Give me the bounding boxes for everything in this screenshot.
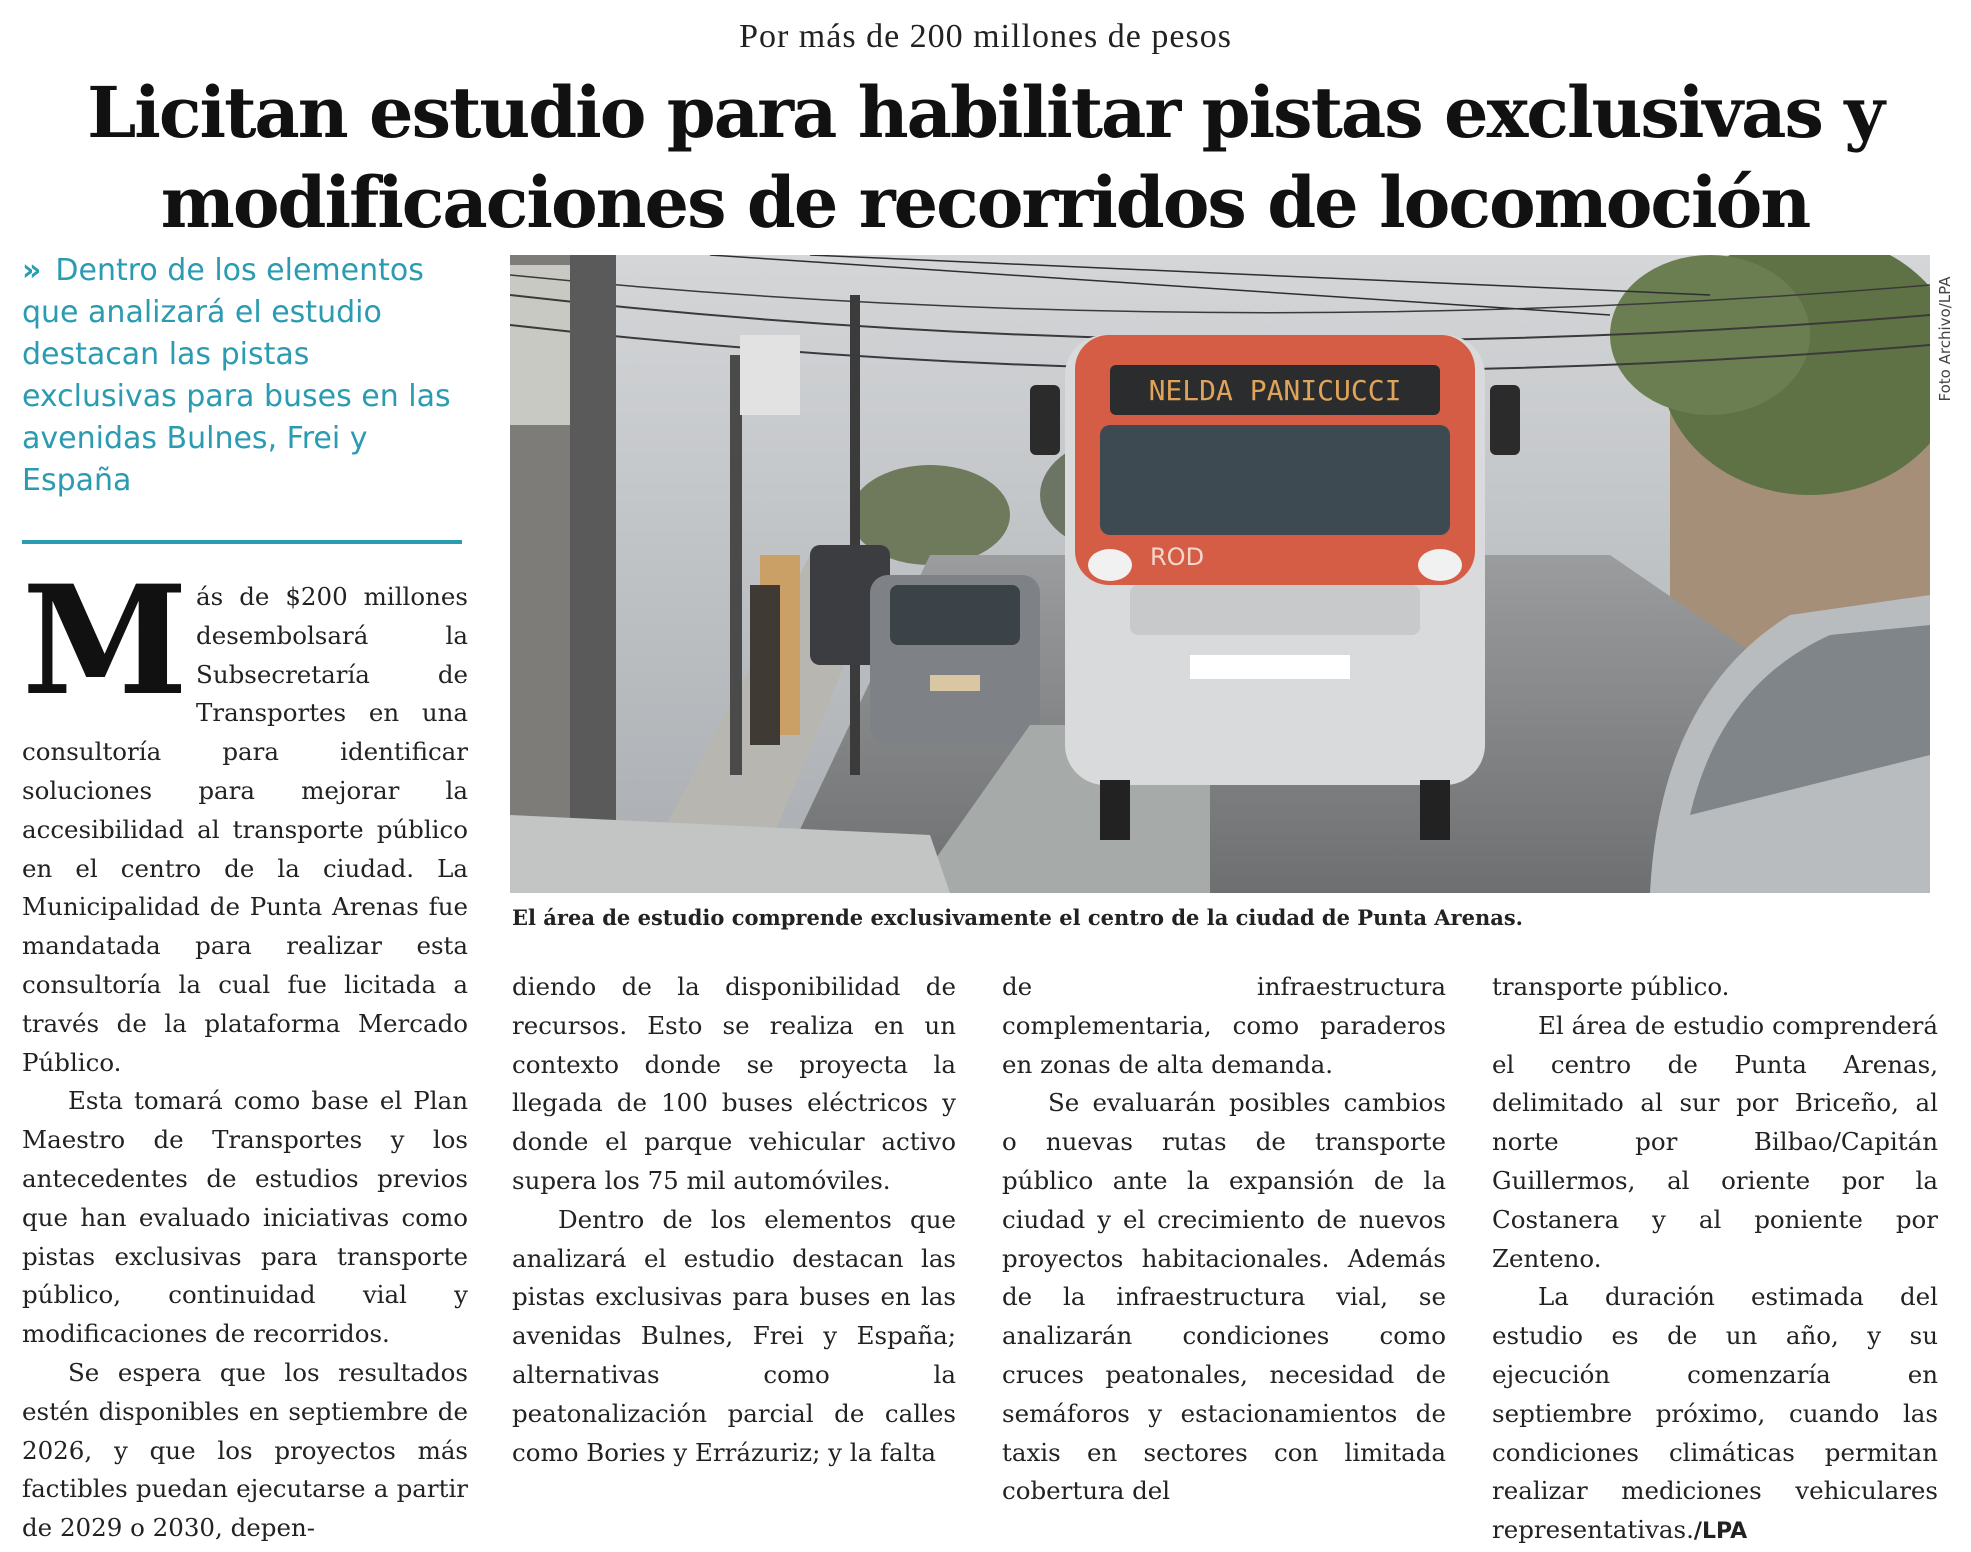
headline-line-2: modificaciones de recorridos de locomoción — [160, 161, 1810, 244]
double-chevron-icon: » — [22, 253, 42, 288]
paragraph: diendo de la disponibilidad de recursos. Esto se realiza en un contexto donde se proyecta la llegada de 100 buses eléctricos y donde el parque vehicular activo supera los 75 mil automóviles. — [512, 972, 956, 1195]
author-signoff: /LPA — [1693, 1519, 1748, 1545]
paragraph: Más de $200 millones desembolsará la Subsecretaría de Transportes en una consultoría para identificar soluciones para mejorar la accesibilidad al transporte público en el centro de la ciudad. La Municipalidad de Punta Arenas fue mandatada para realizar esta consultoría la cual fue licitada a través de la plataforma Mercado Público. — [22, 553, 468, 1077]
paragraph: Se evaluarán posibles cambios o nuevas rutas de transporte público ante la expansión de la ciudad y el crecimiento de nuevos proyectos habitacionales. Además de la infraestructura vial, se analizarán condiciones como cruces peatonales, necesidad de semáforos y estacionamientos de taxis en sectores con limitada cobertura del — [1002, 1088, 1446, 1506]
paragraph: transporte público. — [1492, 972, 1730, 1001]
paragraph: Esta tomará como base el Plan Maestro de Transportes y los antecedentes de estudios previos que han evaluado iniciativas como pistas exclusivas para transporte público, continuidad vial y modificaciones de recorridos. — [22, 1086, 468, 1349]
lead-summary — [22, 250, 462, 502]
article-column-2 — [512, 968, 956, 1472]
street-bus-photo — [510, 255, 1930, 893]
paragraph: Dentro de los elementos que analizará el estudio destacan las pistas exclusivas para buses en las avenidas Bulnes, Frei y España; alternativas como la peatonalización parcial de calles como Bories y Errázuriz; y la falta — [512, 1204, 956, 1467]
paragraph: Se espera que los resultados estén disponibles en septiembre de 2026, y que los proyectos más factibles puedan ejecutarse a partir de 2029 o 2030, depen- — [22, 1357, 468, 1543]
svg-text:ROD: ROD — [1150, 543, 1205, 571]
lead-divider — [22, 540, 462, 544]
paragraph: de infraestructura complementaria, como paraderos en zonas de alta demanda. — [1002, 972, 1446, 1079]
photo-credit: Foto Archivo/LPA — [1936, 276, 1954, 402]
article-column-3 — [1002, 968, 1446, 1511]
paragraph: El área de estudio comprenderá el centro de Punta Arenas, delimitado al sur por Briceño, al norte por Bilbao/Capitán Guillermos, al oriente por la Costanera y al poniente por Zenteno. — [1492, 1010, 1938, 1273]
article-column-1 — [22, 553, 468, 1548]
svg-text:NELDA PANICUCCI: NELDA PANICUCCI — [1148, 374, 1402, 407]
paragraph: La duración estimada del estudio es de un año, y su ejecución comenzaría en septiembre próximo, cuando las condiciones climáticas permitan realizar mediciones vehiculares representativas./LPA — [1492, 1282, 1938, 1545]
headline-line-1: Licitan estudio para habilitar pistas exclusivas y — [87, 71, 1883, 154]
drop-cap: M — [22, 553, 189, 729]
article-column-4 — [1492, 968, 1938, 1552]
photo-caption: El área de estudio comprende exclusivamente el centro de la ciudad de Punta Arenas. — [512, 905, 1523, 930]
kicker: Por más de 200 millones de pesos — [739, 18, 1232, 55]
lead-text: Dentro de los elementos que analizará el estudio destacan las pistas exclusivas para buses en las avenidas Bulnes, Frei y España — [22, 253, 451, 498]
